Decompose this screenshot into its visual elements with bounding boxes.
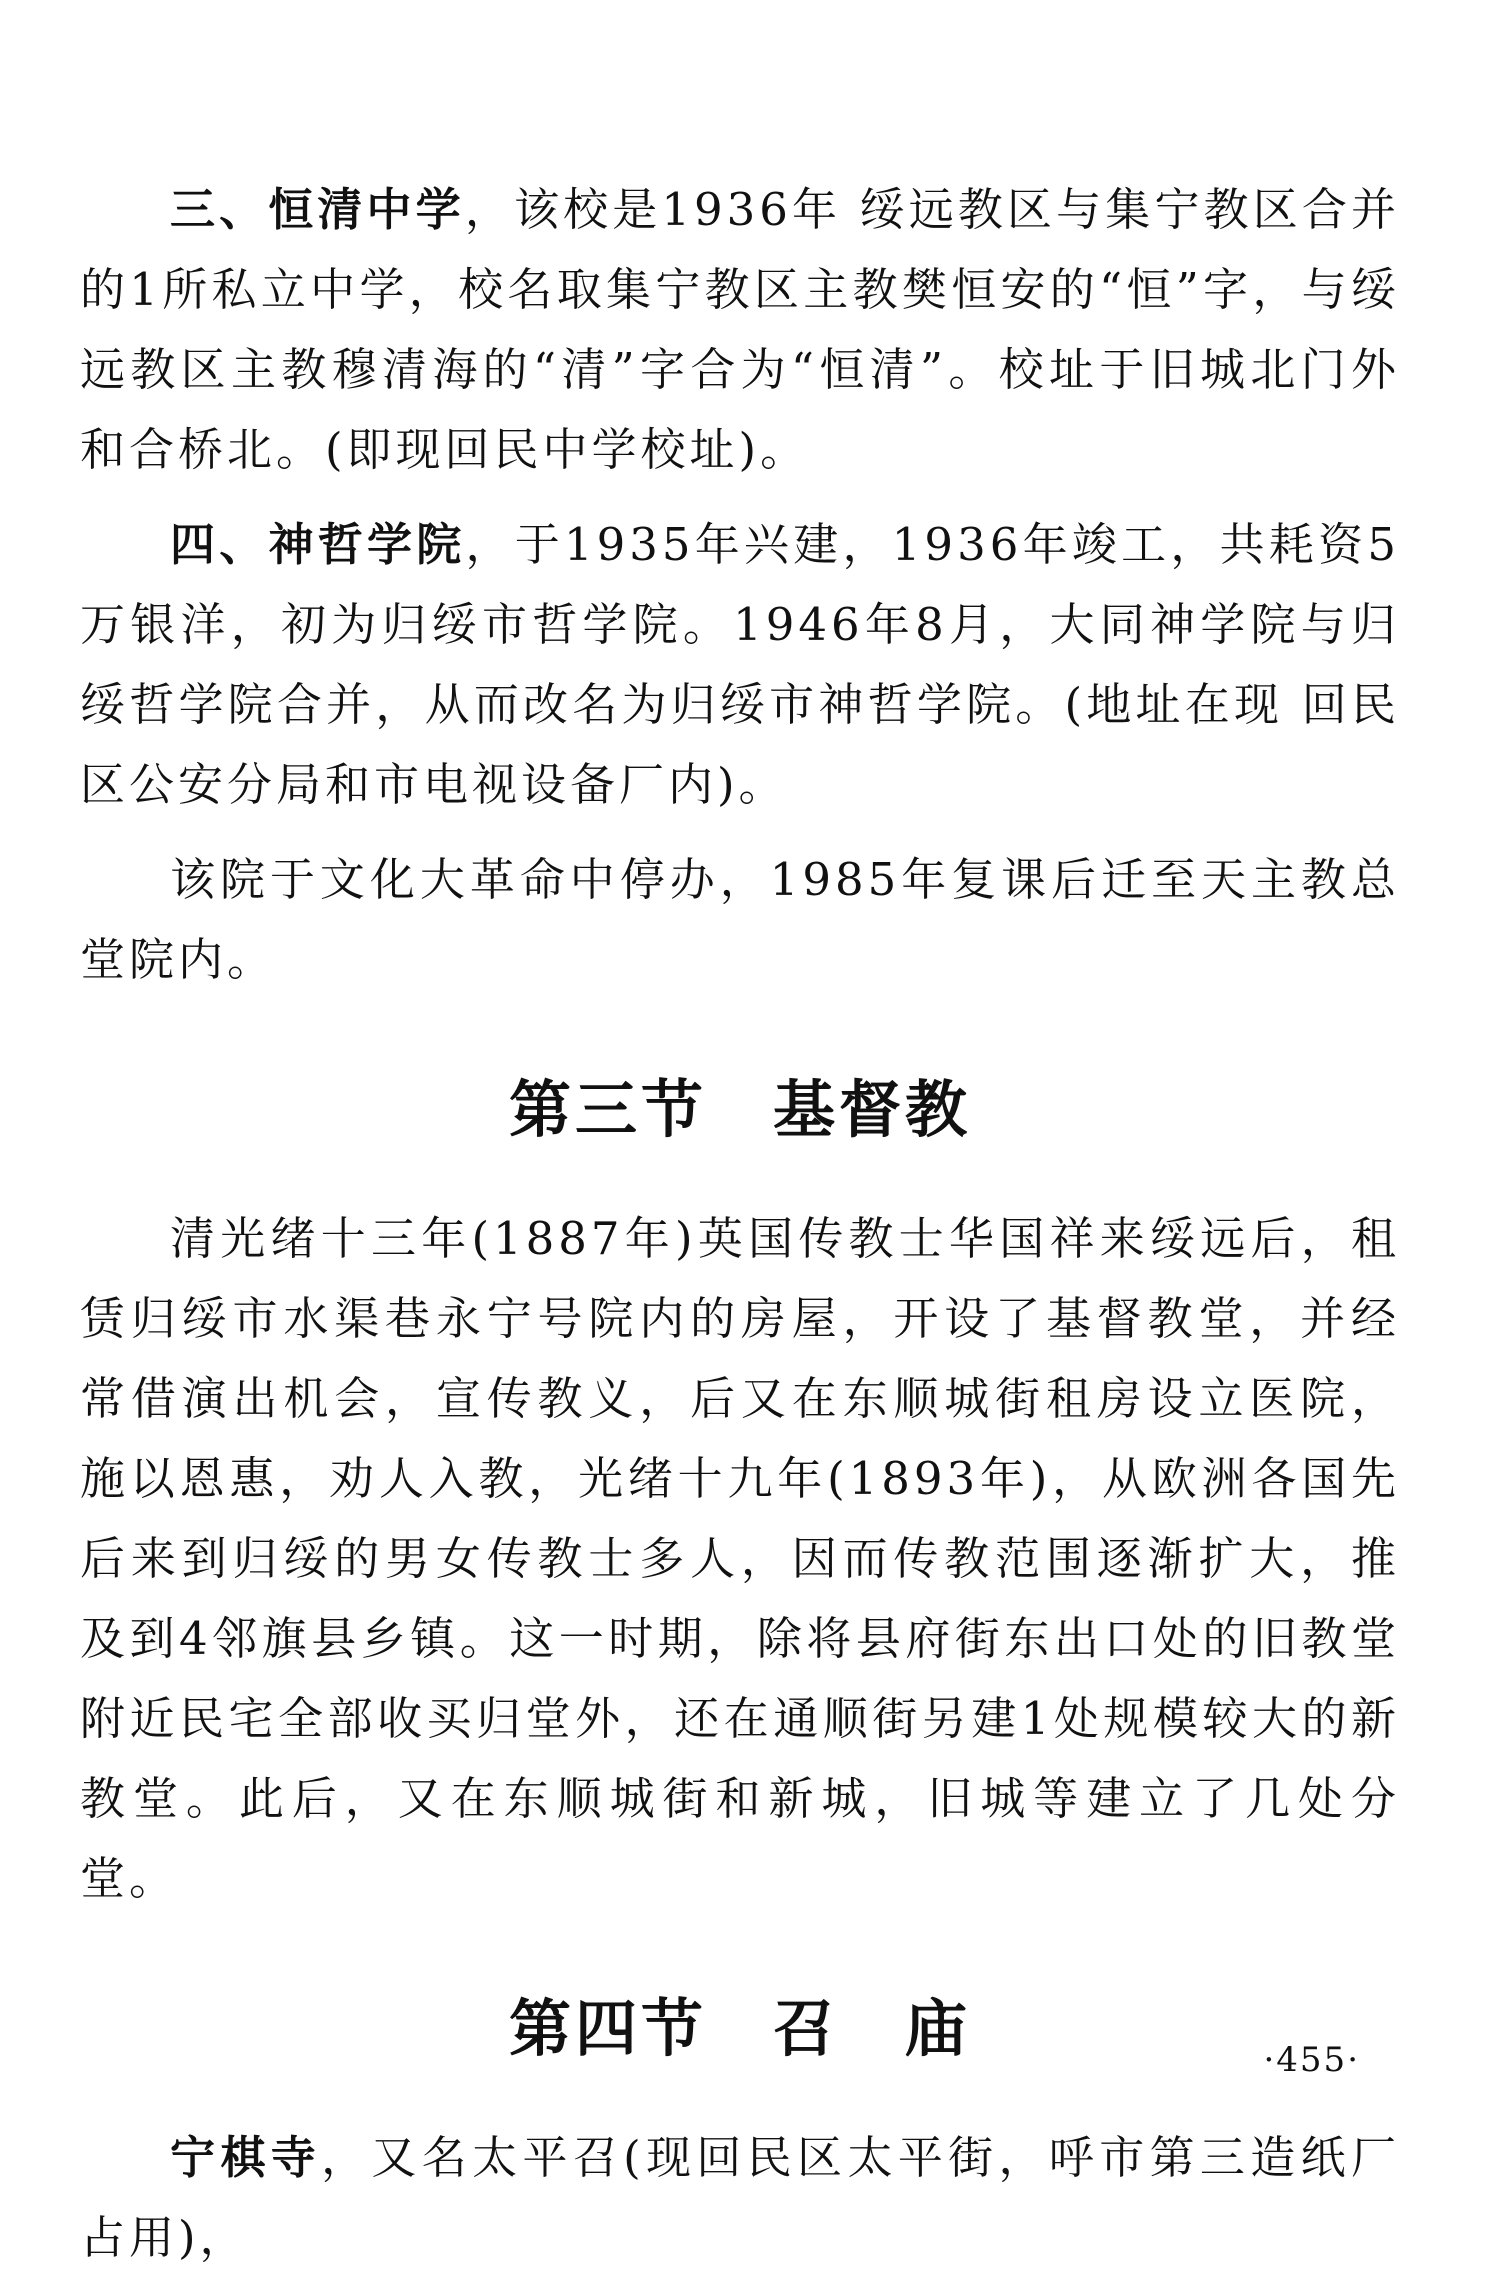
paragraph-text: ，该校是1936年 绥远教区与集宁教区合并的1所私立中学，校名取集宁教区主教樊恒安的“恒”字，与绥远教区主教穆清海的“清”字合为“恒清”。校址于旧城北门外和合桥北。(即现回民中学校址)。	[80, 183, 1400, 476]
paragraph-hengqing-school	[80, 170, 1400, 490]
paragraph-christianity	[80, 1199, 1400, 1919]
page-number: ·455·	[1263, 2040, 1360, 2080]
section-title-christianity: 第三节 基督教	[508, 1073, 971, 1146]
paragraph-text: ，又名太平召(现回民区太平街，呼市第三造纸厂占用)，	[80, 2131, 1400, 2264]
paragraph-seminary	[80, 505, 1400, 825]
paragraph-lead: 三、恒清中学	[170, 183, 465, 236]
paragraph-ningqi-temple	[80, 2118, 1400, 2278]
paragraph-text: 清光绪十三年(1887年)英国传教士华国祥来绥远后，租赁归绥市水渠巷永宁号院内的房屋，开设了基督教堂，并经常借演出机会，宣传教义，后又在东顺城街租房设立医院，施以恩惠，劝人入教，光绪十九年(1893年)，从欧洲各国先后来到归绥的男女传教士多人，因而传教范围逐渐扩大，推及到4邻旗县乡镇。这一时期，除将县府街东出口处的旧教堂附近民宅全部收买归堂外，还在通顺街另建1处规模较大的新教堂。此后，又在东顺城街和新城，旧城等建立了几处分堂。	[80, 1212, 1400, 1905]
paragraph-seminary-history	[80, 840, 1400, 1000]
paragraph-text: 该院于文化大革命中停办，1985年复课后迁至天主教总堂院内。	[80, 853, 1400, 986]
section-title-temples: 第四节 召 庙	[508, 1992, 971, 2065]
paragraph-text: ，于1935年兴建，1936年竣工，共耗资5万银洋，初为归绥市哲学院。1946年8月，大同神学院与归绥哲学院合并，从而改名为归绥市神哲学院。(地址在现 回民区公安分局和市电视设备厂内)。	[80, 518, 1400, 811]
paragraph-lead: 宁棋寺	[170, 2131, 322, 2184]
paragraph-lead: 四、神哲学院	[170, 518, 466, 571]
